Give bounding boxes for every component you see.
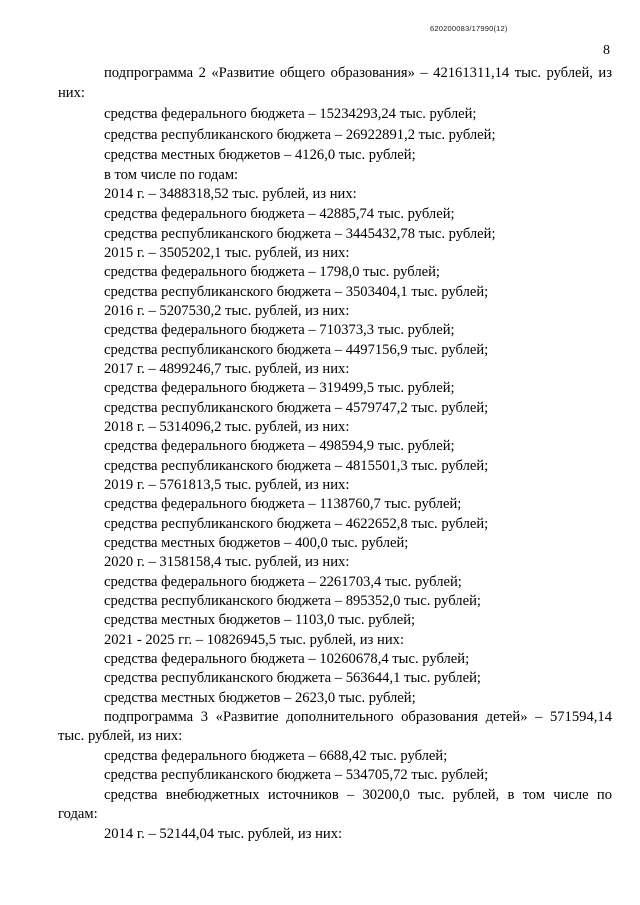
text-line: 2021 - 2025 гг. – 10826945,5 тыс. рублей, из них: bbox=[104, 632, 405, 648]
text-line: средства местных бюджетов – 2623,0 тыс. рублей; bbox=[104, 690, 416, 706]
text-line: средства республиканского бюджета – 4815501,3 тыс. рублей; bbox=[104, 458, 489, 474]
document-id: 620200083/17990(12) bbox=[430, 24, 508, 33]
text-line: 2019 г. – 5761813,5 тыс. рублей, из них: bbox=[104, 477, 350, 493]
text-line: 2015 г. – 3505202,1 тыс. рублей, из них: bbox=[104, 245, 350, 261]
text-line: средства республиканского бюджета – 3503404,1 тыс. рублей; bbox=[104, 284, 489, 300]
text-line: подпрограмма 3 «Развитие дополнительного образования детей» – 571594,14 bbox=[104, 709, 612, 725]
text-line: 2016 г. – 5207530,2 тыс. рублей, из них: bbox=[104, 303, 350, 319]
text-line: средства федерального бюджета – 10260678,4 тыс. рублей; bbox=[104, 651, 470, 667]
text-line: средства федерального бюджета – 6688,42 тыс. рублей; bbox=[104, 748, 448, 764]
text-line: 2020 г. – 3158158,4 тыс. рублей, из них: bbox=[104, 554, 350, 570]
text-line: средства федерального бюджета – 498594,9 тыс. рублей; bbox=[104, 438, 455, 454]
page-number: 8 bbox=[603, 43, 610, 58]
text-line: в том числе по годам: bbox=[104, 167, 239, 183]
text-line: средства местных бюджетов – 4126,0 тыс. рублей; bbox=[104, 147, 416, 163]
text-line: тыс. рублей, из них: bbox=[58, 728, 183, 744]
text-line: 2014 г. – 52144,04 тыс. рублей, из них: bbox=[104, 826, 343, 842]
text-line: средства республиканского бюджета – 4497156,9 тыс. рублей; bbox=[104, 342, 489, 358]
text-line: средства местных бюджетов – 400,0 тыс. рублей; bbox=[104, 535, 409, 551]
text-line: средства республиканского бюджета – 4579747,2 тыс. рублей; bbox=[104, 400, 489, 416]
text-line: средства республиканского бюджета – 534705,72 тыс. рублей; bbox=[104, 767, 489, 783]
text-line: годам: bbox=[58, 806, 98, 822]
text-line: средства федерального бюджета – 319499,5 тыс. рублей; bbox=[104, 380, 455, 396]
text-line: средства республиканского бюджета – 895352,0 тыс. рублей; bbox=[104, 593, 481, 609]
text-line: 2017 г. – 4899246,7 тыс. рублей, из них: bbox=[104, 361, 350, 377]
text-line: средства республиканского бюджета – 563644,1 тыс. рублей; bbox=[104, 670, 481, 686]
text-line: 2018 г. – 5314096,2 тыс. рублей, из них: bbox=[104, 419, 350, 435]
text-line: средства федерального бюджета – 1138760,7 тыс. рублей; bbox=[104, 496, 462, 512]
text-line: средства республиканского бюджета – 4622652,8 тыс. рублей; bbox=[104, 516, 489, 532]
text-line: 2014 г. – 3488318,52 тыс. рублей, из них: bbox=[104, 186, 357, 202]
text-line: подпрограмма 2 «Развитие общего образования» – 42161311,14 тыс. рублей, из bbox=[104, 65, 612, 81]
text-line: средства внебюджетных источников – 30200,0 тыс. рублей, в том числе по bbox=[104, 787, 612, 803]
text-line: средства федерального бюджета – 15234293,24 тыс. рублей; bbox=[104, 106, 477, 122]
text-line: средства федерального бюджета – 2261703,4 тыс. рублей; bbox=[104, 574, 462, 590]
text-line: средства федерального бюджета – 1798,0 тыс. рублей; bbox=[104, 264, 440, 280]
text-line: средства федерального бюджета – 42885,74 тыс. рублей; bbox=[104, 206, 455, 222]
text-line: средства республиканского бюджета – 3445432,78 тыс. рублей; bbox=[104, 226, 496, 242]
text-line: средства республиканского бюджета – 26922891,2 тыс. рублей; bbox=[104, 127, 496, 143]
text-line: средства федерального бюджета – 710373,3 тыс. рублей; bbox=[104, 322, 455, 338]
text-line: средства местных бюджетов – 1103,0 тыс. рублей; bbox=[104, 612, 416, 628]
text-line: них: bbox=[58, 85, 85, 101]
